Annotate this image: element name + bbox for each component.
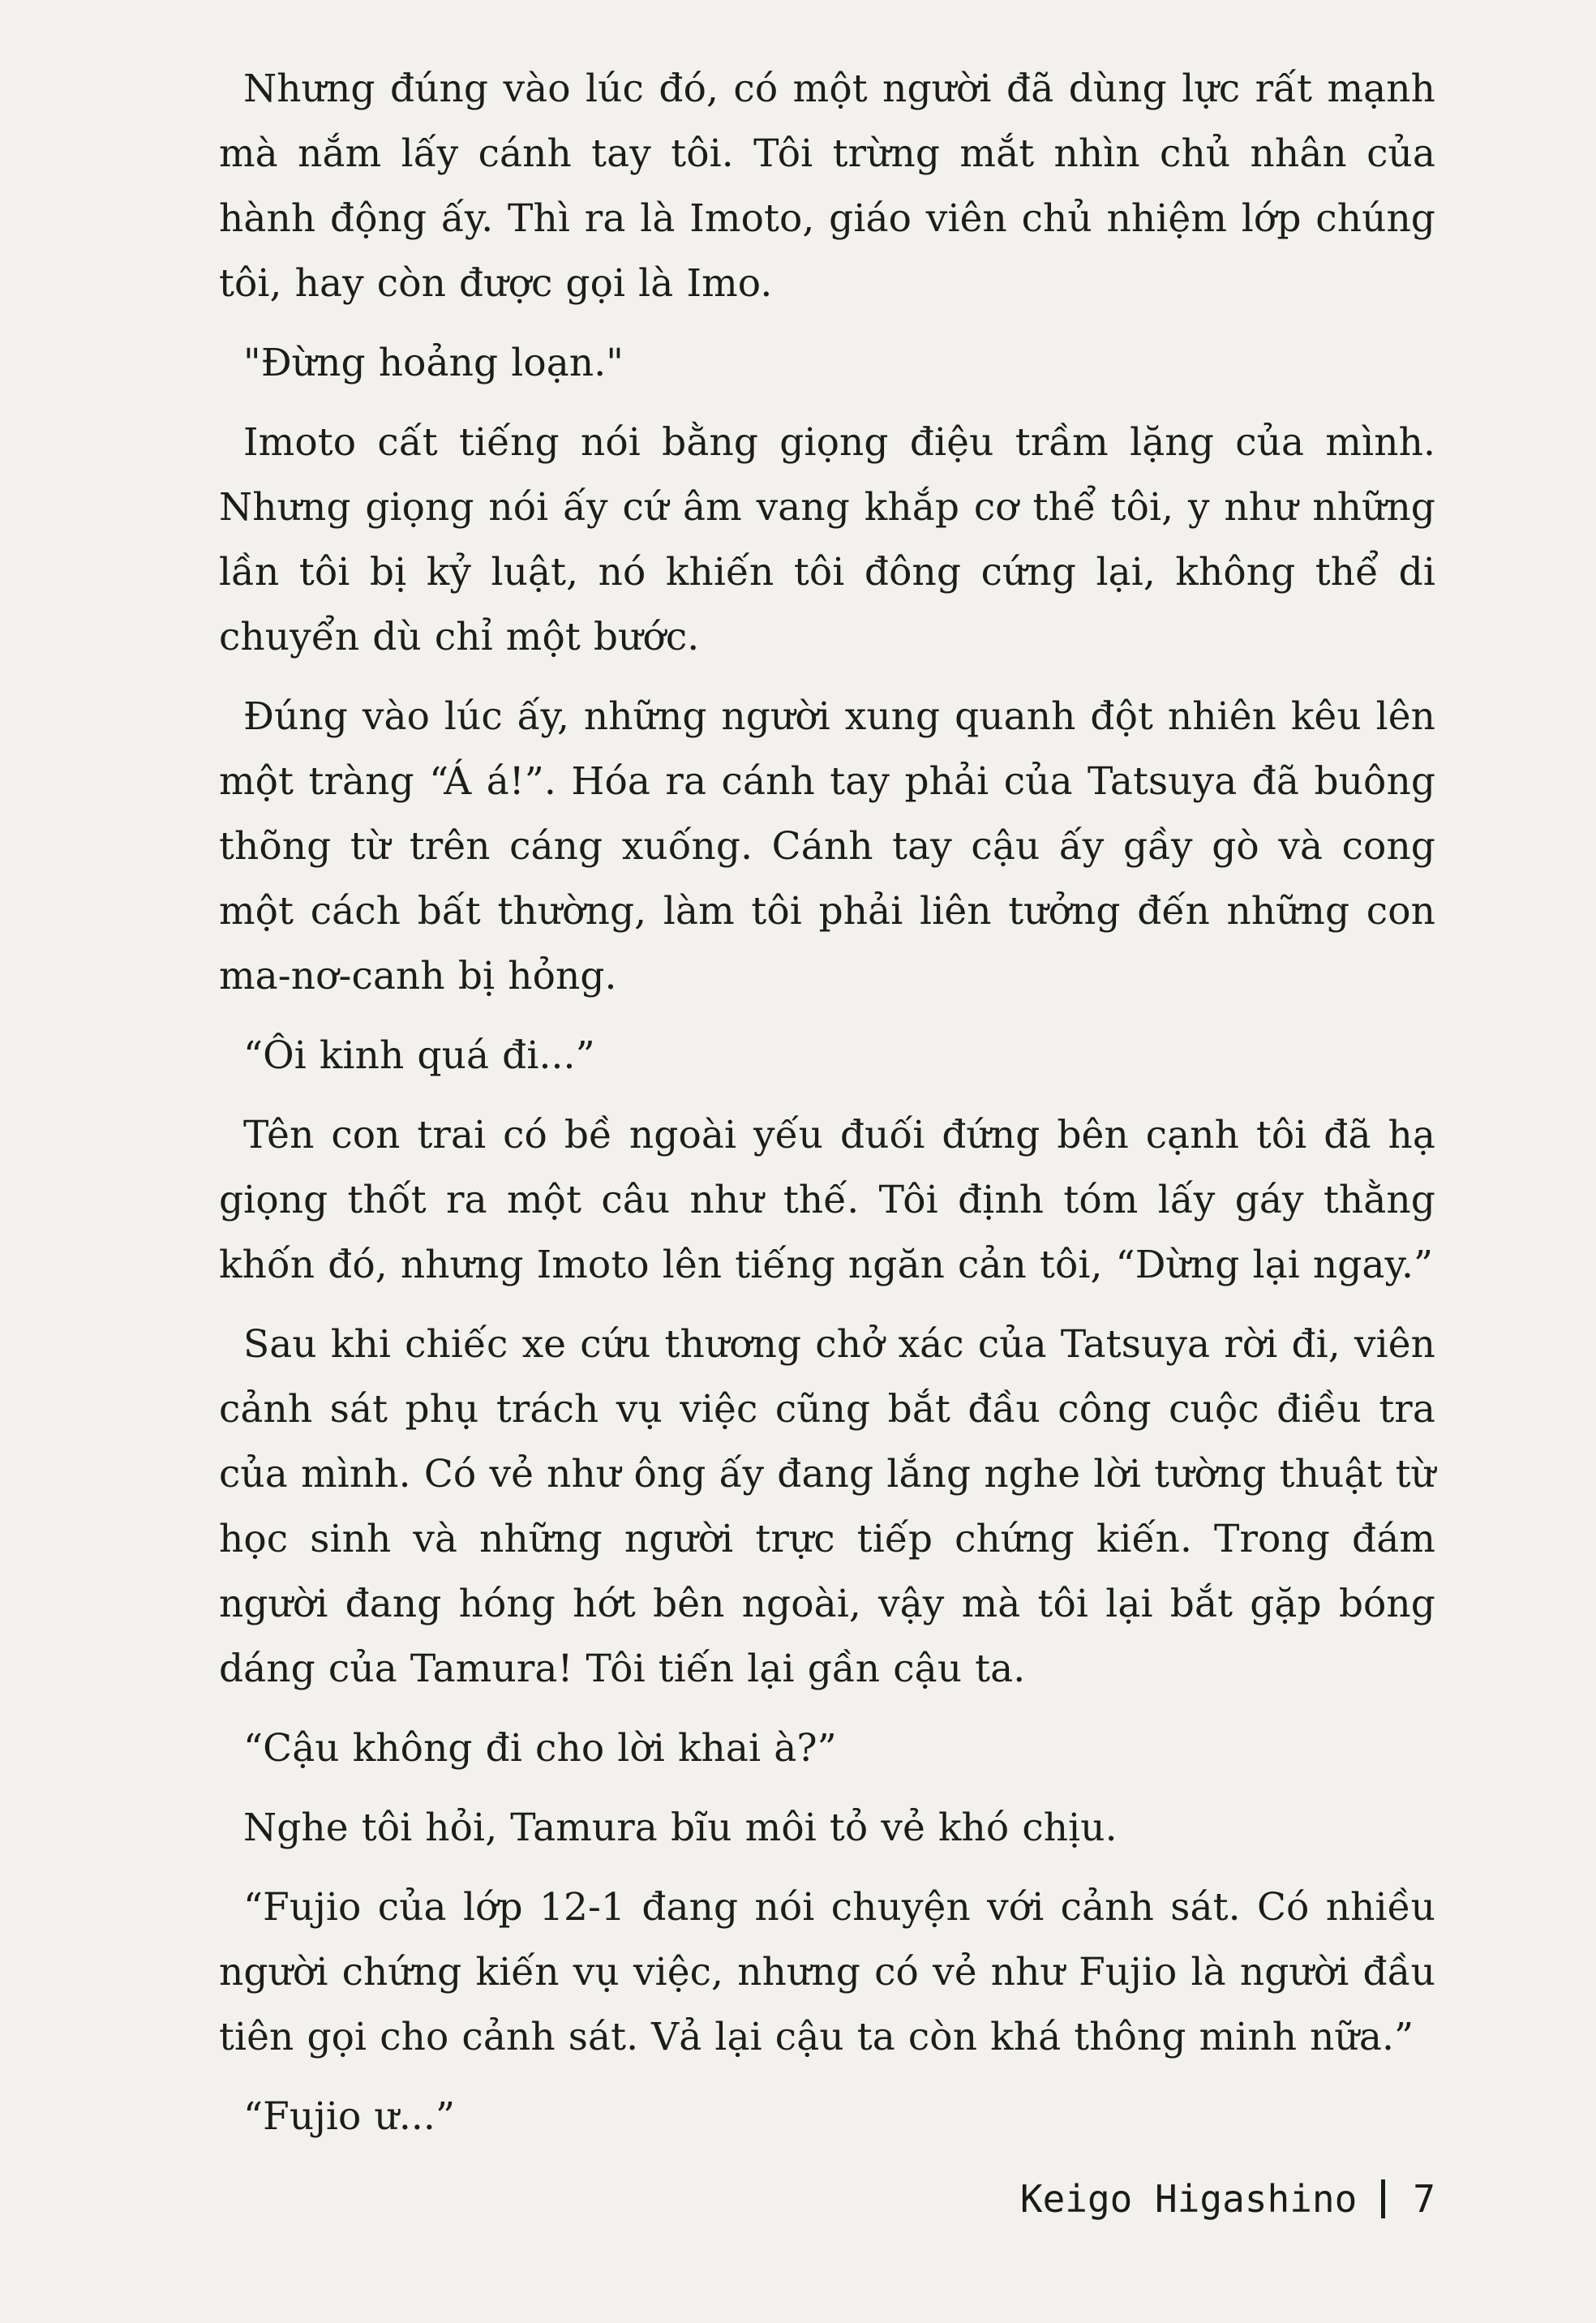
body-text	[219, 57, 1435, 2149]
paragraph-1: Nhưng đúng vào lúc đó, có một người đã dùng lực rất mạnh mà nắm lấy cánh tay tôi. Tôi trừng mắt nhìn chủ nhân của hành động ấy. Thì ra là Imoto, giáo viên chủ nhiệm lớp chúng tôi, hay còn được gọi là Imo.	[219, 67, 1435, 306]
paragraph-2: "Đừng hoảng loạn."	[243, 341, 624, 385]
footer-divider	[1381, 2179, 1385, 2218]
paragraph-9: Nghe tôi hỏi, Tamura bĩu môi tỏ vẻ khó chịu.	[243, 1806, 1118, 1850]
paragraph-10: “Fujio của lớp 12-1 đang nói chuyện với cảnh sát. Có nhiều người chứng kiến vụ việc, nhưng có vẻ như Fujio là người đầu tiên gọi cho cảnh sát. Vả lại cậu ta còn khá thông minh nữa.”	[219, 1885, 1435, 2059]
page-number: 7	[1413, 2177, 1435, 2221]
author-name: Keigo Higashino	[1019, 2177, 1358, 2221]
paragraph-8: “Cậu không đi cho lời khai à?”	[243, 1726, 837, 1771]
paragraph-4: Đúng vào lúc ấy, những người xung quanh đột nhiên kêu lên một tràng “Á á!”. Hóa ra cánh tay phải của Tatsuya đã buông thõng từ trên cáng xuống. Cánh tay cậu ấy gầy gò và cong một cách bất thường, làm tôi phải liên tưởng đến những con ma-nơ-canh bị hỏng.	[219, 694, 1435, 998]
page-footer	[1020, 2166, 1435, 2231]
paragraph-11: “Fujio ư...”	[243, 2094, 456, 2139]
paragraph-3: Imoto cất tiếng nói bằng giọng điệu trầm lặng của mình. Nhưng giọng nói ấy cứ âm vang khắp cơ thể tôi, y như những lần tôi bị kỷ luật, nó khiến tôi đông cứng lại, không thể di chuyển dù chỉ một bước.	[219, 420, 1435, 659]
paragraph-5: “Ôi kinh quá đi...”	[243, 1033, 595, 1078]
paragraph-7: Sau khi chiếc xe cứu thương chở xác của Tatsuya rời đi, viên cảnh sát phụ trách vụ việc cũng bắt đầu công cuộc điều tra của mình. Có vẻ như ông ấy đang lắng nghe lời tường thuật từ học sinh và những người trực tiếp chứng kiến. Trong đám người đang hóng hớt bên ngoài, vậy mà tôi lại bắt gặp bóng dáng của Tamura! Tôi tiến lại gần cậu ta.	[219, 1322, 1435, 1691]
book-page	[219, 57, 1435, 2263]
paragraph-6: Tên con trai có bề ngoài yếu đuối đứng bên cạnh tôi đã hạ giọng thốt ra một câu như thế. Tôi định tóm lấy gáy thằng khốn đó, nhưng Imoto lên tiếng ngăn cản tôi, “Dừng lại ngay.”	[219, 1113, 1435, 1287]
